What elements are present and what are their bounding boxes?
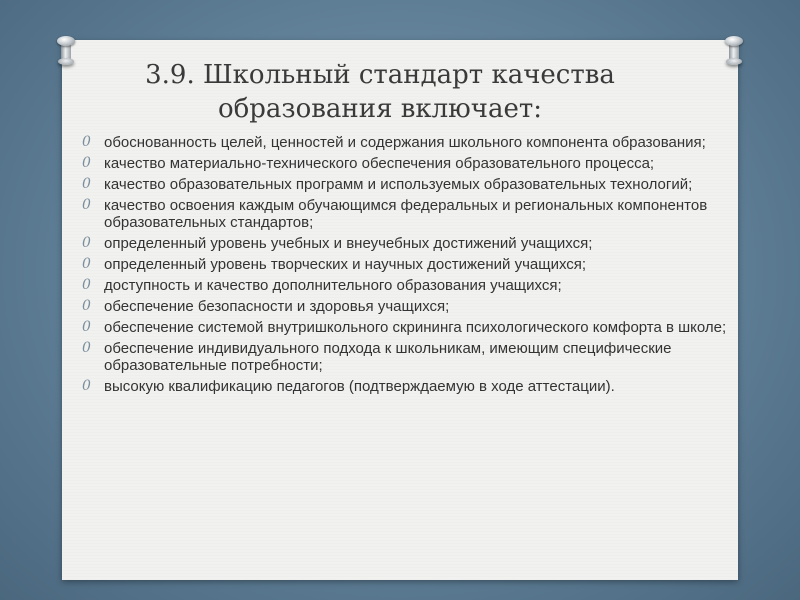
bullet-list: [78, 134, 738, 399]
bullet-icon: 0: [82, 340, 91, 356]
pushpin-left-icon: [56, 36, 76, 66]
list-item-text: высокую квалификацию педагогов (подтверждаемую в ходе аттестации).: [104, 378, 615, 395]
list-item: [78, 340, 738, 374]
list-item: [78, 378, 738, 395]
pushpin-right-icon: [724, 36, 744, 66]
list-item: [78, 197, 738, 231]
bullet-icon: 0: [82, 155, 91, 171]
list-item-text: качество материально-технического обеспечения образовательного процесса;: [104, 155, 655, 172]
slide-title-line-1: 3.9. Школьный стандарт качества: [145, 60, 615, 90]
list-item-text: качество образовательных программ и используемых образовательных технологий;: [104, 176, 693, 193]
slide-title-line-2: образования включает:: [217, 94, 542, 124]
list-item-text: обеспечение системой внутришкольного скрининга психологического комфорта в школе;: [104, 319, 727, 336]
bullet-icon: 0: [82, 277, 91, 293]
list-item-text: определенный уровень творческих и научных достижений учащихся;: [104, 256, 587, 273]
list-item: [78, 277, 738, 294]
list-item-text: обеспечение индивидуального подхода к школьникам, имеющим специфические образовательные потребности;: [104, 340, 672, 374]
list-item: [78, 319, 738, 336]
list-item: [78, 155, 738, 172]
list-item-text: определенный уровень учебных и внеучебных достижений учащихся;: [104, 235, 593, 252]
slide-title: [90, 58, 670, 126]
list-item: [78, 235, 738, 252]
bullet-icon: 0: [82, 319, 91, 335]
bullet-icon: 0: [82, 235, 91, 251]
list-item: [78, 176, 738, 193]
bullet-icon: 0: [82, 197, 91, 213]
list-item: [78, 256, 738, 273]
bullet-icon: 0: [82, 298, 91, 314]
list-item: [78, 298, 738, 315]
bullet-icon: 0: [82, 134, 91, 150]
list-item-text: доступность и качество дополнительного образования учащихся;: [104, 277, 562, 294]
bullet-icon: 0: [82, 256, 91, 272]
list-item: [78, 134, 738, 151]
list-item-text: качество освоения каждым обучающимся федеральных и региональных компонентов образовательных стандартов;: [104, 197, 708, 231]
bullet-icon: 0: [82, 176, 91, 192]
list-item-text: обоснованность целей, ценностей и содержания школьного компонента образования;: [104, 134, 706, 151]
list-item-text: обеспечение безопасности и здоровья учащихся;: [104, 298, 450, 315]
bullet-icon: 0: [82, 378, 91, 394]
